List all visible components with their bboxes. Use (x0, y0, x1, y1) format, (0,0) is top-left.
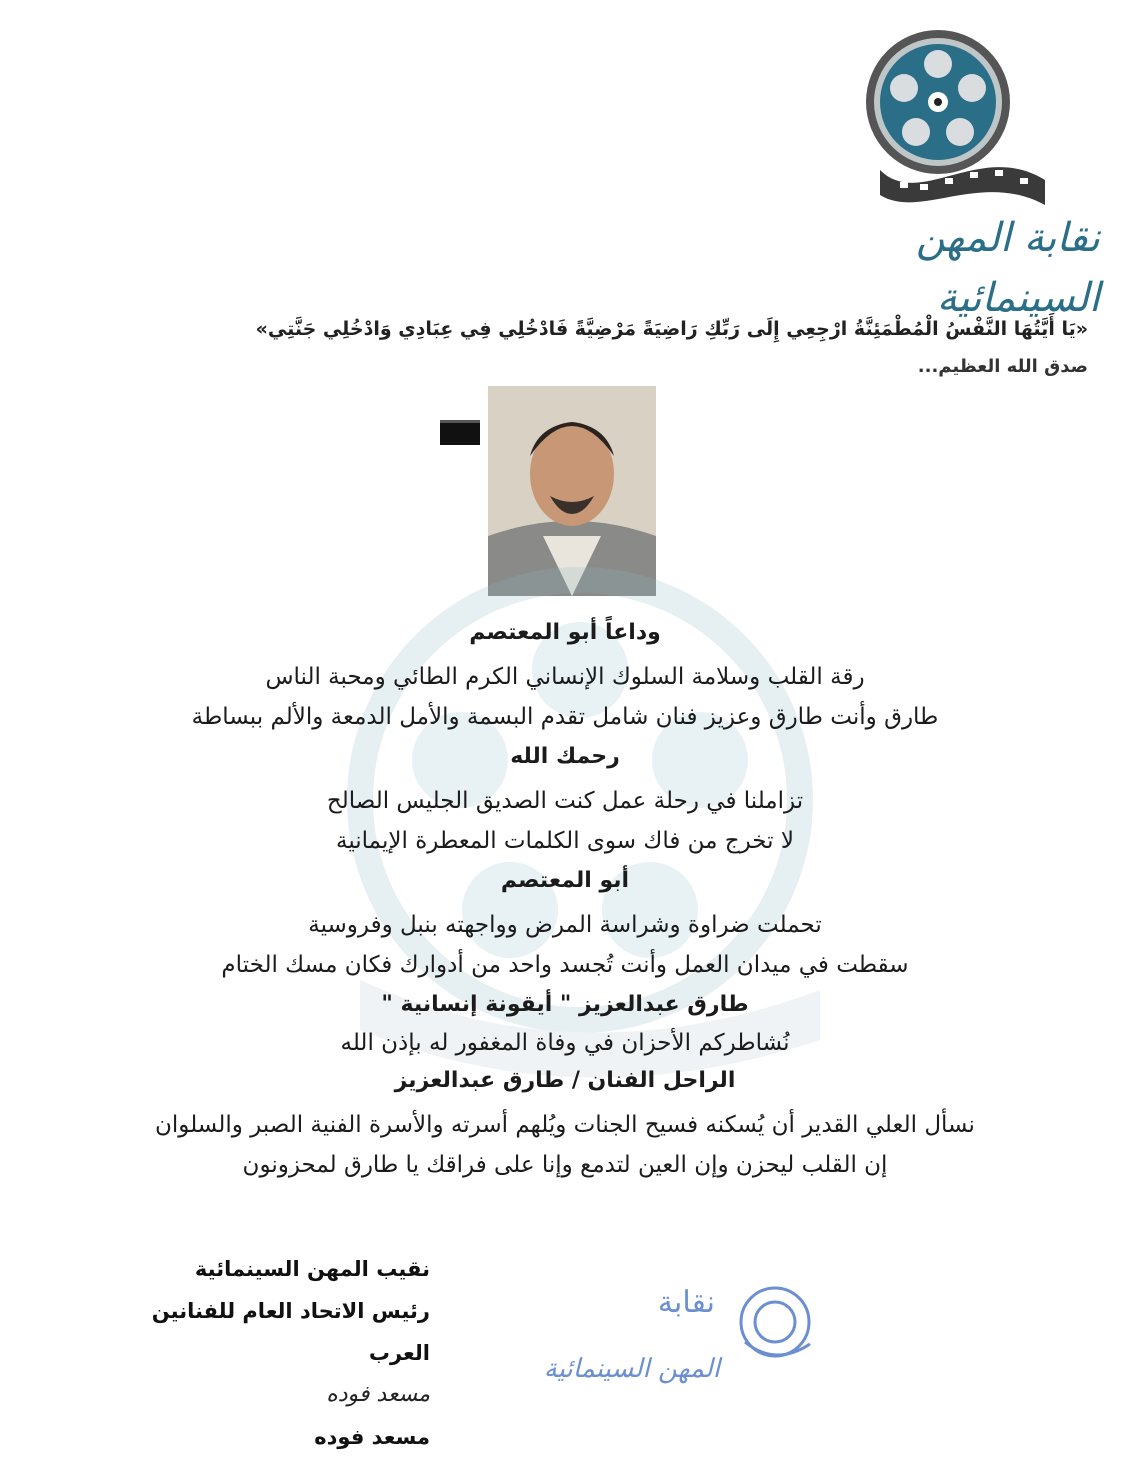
eulogy-line: سقطت في ميدان العمل وأنت تُجسد واحد من أدوارك فكان مسك الختام (221, 952, 909, 978)
quran-verse: «يَا أَيَّتُهَا النَّفْسُ الْمُطْمَئِنَّةُ ارْجِعِي إِلَى رَبِّكِ رَاضِيَةً مَرْضِيَّةً فَادْخُلِي فِي عِبَادِي وَادْخُلِي جَنَّتِي» (255, 318, 1088, 340)
eulogy-heading: الراحل الفنان / طارق عبدالعزيز (394, 1068, 736, 1093)
verse-closing: صدق الله العظيم... (917, 356, 1088, 377)
handwritten-signature: مسعد فوده (326, 1382, 430, 1407)
eulogy-line: طارق وأنت طارق وعزيز فنان شامل تقدم البسمة والأمل الدمعة والألم ببساطة (191, 704, 939, 730)
eulogy-heading: رحمك الله (510, 744, 620, 769)
signer-title-2: رئيس الاتحاد العام للفنانين العرب (151, 1299, 430, 1365)
eulogy-line: لا تخرج من فاك سوى الكلمات المعطرة الإيمانية (336, 828, 794, 854)
signer-name: مسعد فوده (314, 1425, 430, 1449)
eulogy-line: رقة القلب وسلامة السلوك الإنساني الكرم الطائي ومحبة الناس (265, 664, 865, 690)
film-reel-icon (850, 20, 1050, 210)
eulogy-heading: طارق عبدالعزيز " أيقونة إنسانية " (381, 992, 749, 1017)
signer-title: نقيب المهن السينمائية (194, 1257, 430, 1281)
eulogy-line: تزاملنا في رحلة عمل كنت الصديق الجليس الصالح (326, 788, 804, 814)
eulogy-heading: وداعاً أبو المعتصم (469, 620, 661, 645)
stamp-text-1: نقابة (657, 1285, 715, 1320)
eulogy-line: إن القلب ليحزن وإن العين لتدمع وإنا على فراقك يا طارق لمحزونون (242, 1152, 888, 1178)
film-reel-logo (850, 20, 1050, 210)
eulogy-heading: أبو المعتصم (500, 868, 630, 893)
stamp-text-2: المهن السينمائية (543, 1354, 720, 1384)
eulogy-line: نُشاطركم الأحزان في وفاة المغفور له بإذن الله (340, 1030, 790, 1056)
org-name-calligraphy: نقابة المهن السينمائية (915, 215, 1100, 321)
union-stamp (520, 1262, 850, 1402)
eulogy-line: نسأل العلي القدير أن يُسكنه فسيح الجنات ويُلهم أسرته والأسرة الفنية الصبر والسلوان (155, 1112, 975, 1138)
mourning-ribbon (440, 420, 480, 445)
eulogy-text (60, 618, 1070, 1180)
signature-block (90, 1248, 430, 1458)
eulogy-line: تحملت ضراوة وشراسة المرض وواجهته بنبل وفروسية (308, 912, 822, 938)
